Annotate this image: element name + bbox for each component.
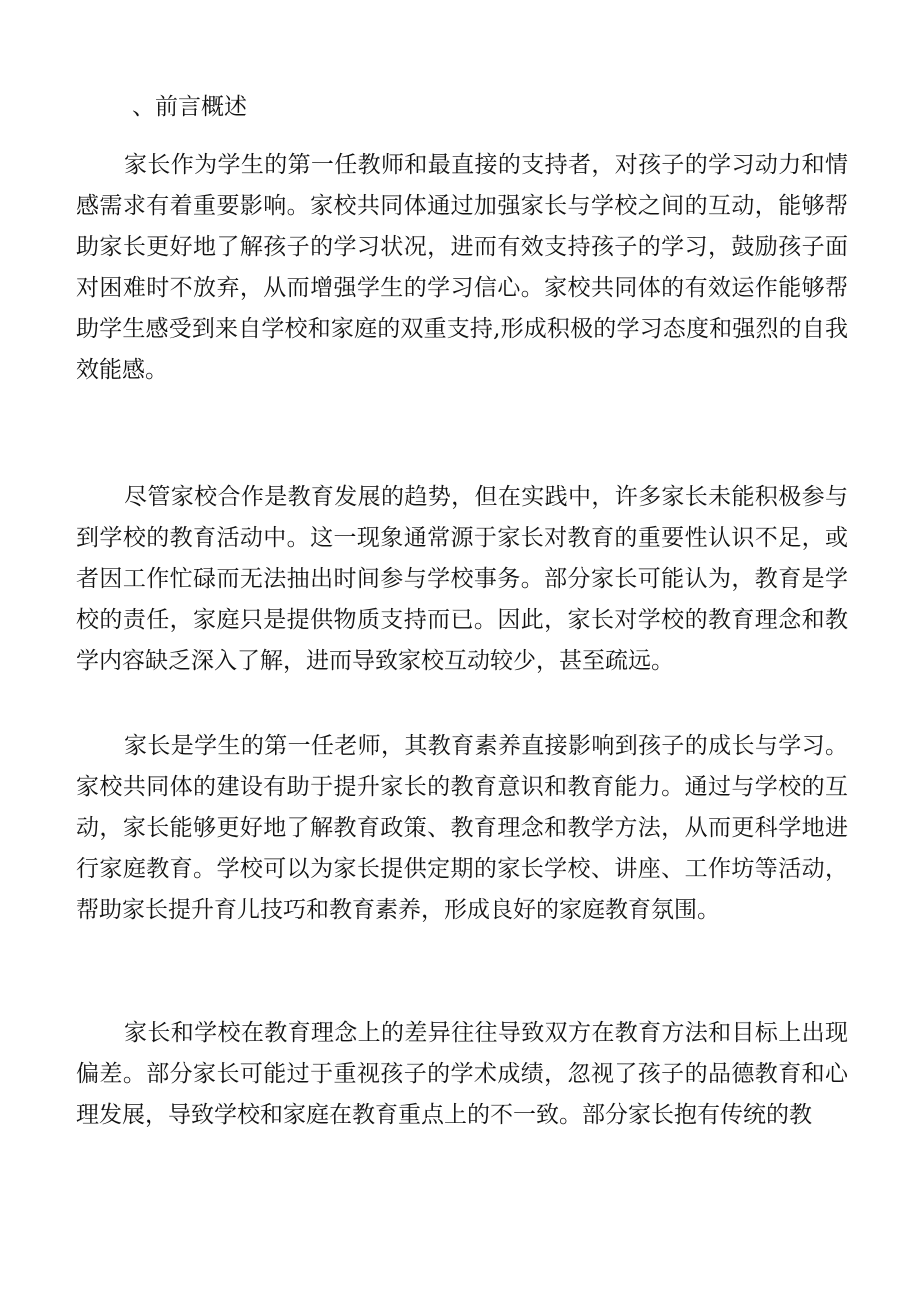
paragraph-1: 家长作为学生的第一任教师和最直接的支持者，对孩子的学习动力和情感需求有着重要影响。家校共同体通过加强家长与学校之间的互动，能够帮助家长更好地了解孩子的学习状况，进而有效支持孩子的学习，鼓励孩子面对困难时不放弃，从而增强学生的学习信心。家校共同体的有效运作能够帮助学生感受到来自学校和家庭的双重支持,形成积极的学习态度和强烈的自我效能感。 [76, 152, 848, 383]
section-heading: 、前言概述 [132, 94, 247, 120]
paragraph-4: 家长和学校在教育理念上的差异往往导致双方在教育方法和目标上出现偏差。部分家长可能过于重视孩子的学术成绩，忽视了孩子的品德教育和心理发展，导致学校和家庭在教育重点上的不一致。部分家长抱有传统的教 [76, 1020, 848, 1128]
paragraph-3: 家长是学生的第一任老师，其教育素养直接影响到孩子的成长与学习。家校共同体的建设有助于提升家长的教育意识和教育能力。通过与学校的互动，家长能够更好地了解教育政策、教育理念和教学方法，从而更科学地进行家庭教育。学校可以为家长提供定期的家长学校、讲座、工作坊等活动，帮助家长提升育儿技巧和教育素养，形成良好的家庭教育氛围。 [76, 733, 848, 923]
paragraph-2: 尽管家校合作是教育发展的趋势，但在实践中，许多家长未能积极参与到学校的教育活动中。这一现象通常源于家长对教育的重要性认识不足，或者因工作忙碌而无法抽出时间参与学校事务。部分家长可能认为，教育是学校的责任，家庭只是提供物质支持而已。因此，家长对学校的教育理念和教学内容缺乏深入了解，进而导致家校互动较少，甚至疏远。 [76, 484, 848, 674]
